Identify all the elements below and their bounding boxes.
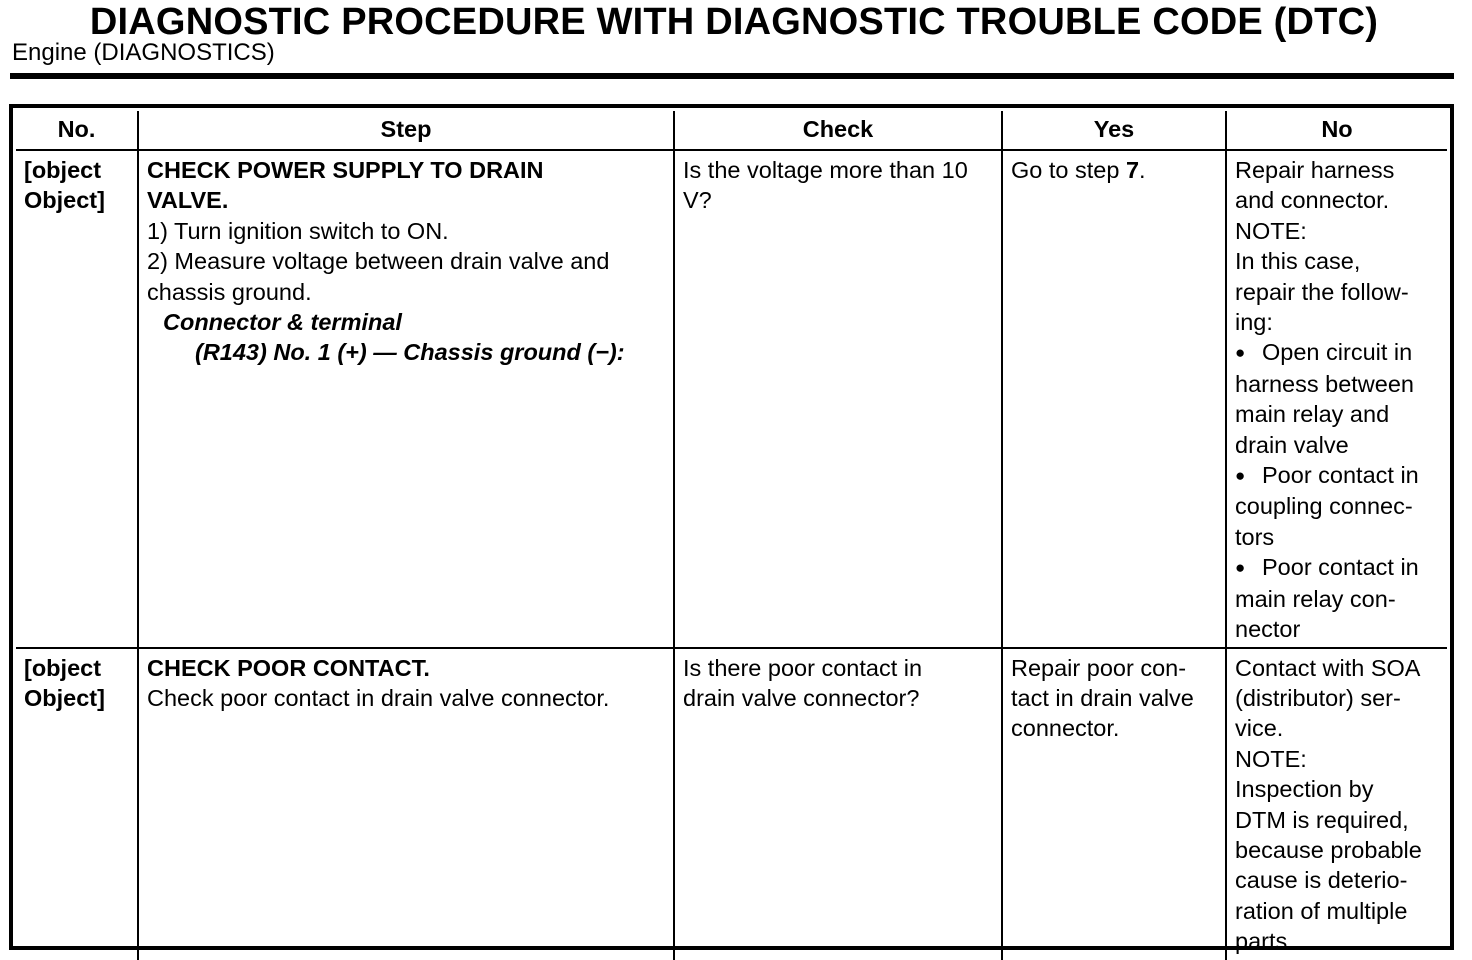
no-line: In this case, [1235,248,1361,275]
check-cell [674,150,1002,648]
bullet-item-line: tors [1235,523,1275,550]
column-header-step: Step [138,111,674,150]
no-cell [1226,150,1447,648]
no-line: and connector. [1235,187,1390,214]
step-title-line: VALVE. [147,187,229,214]
connector-detail: (R143) No. 1 (+) — Chassis ground (−): [195,339,625,366]
step-cell [138,150,674,648]
step-instruction: chassis ground. [147,278,312,305]
step-instruction: 1) Turn ignition switch to ON. [147,217,449,244]
yes-step-ref: 7 [1125,157,1140,183]
no-line: NOTE: [1235,745,1307,772]
no-cell [1226,648,1447,960]
column-header-check: Check [674,111,1002,150]
bullet-item-line: ● Open circuit in [1235,337,1441,368]
diagnostic-table-frame [9,104,1454,955]
check-cell [674,648,1002,960]
bullet-item-line: ● Poor contact in [1235,552,1441,583]
diagnostic-table [16,111,1447,960]
step-number: [object Object] [16,648,138,960]
no-line: ration of multiple [1235,897,1408,924]
check-line: drain valve connector? [683,684,920,711]
bullet-item-line: drain valve [1235,431,1349,458]
check-line: Is there poor contact in [683,654,923,681]
yes-suffix: . [1139,157,1146,183]
no-line: Repair harness [1235,157,1395,183]
no-line: DTM is required, [1235,806,1409,833]
yes-line: tact in drain valve [1011,684,1194,711]
bullet-item-line: main relay con- [1235,585,1396,612]
bullet-item-line: main relay and [1235,401,1390,428]
yes-cell [1002,648,1226,960]
yes-prefix: Go to step [1011,157,1126,183]
bullet-item-line: coupling connec- [1235,493,1413,520]
step-instruction: Check poor contact in drain valve connector. [147,684,610,711]
yes-cell [1002,150,1226,648]
no-line: repair the follow- [1235,278,1409,305]
step-cell [138,648,674,960]
no-line: NOTE: [1235,217,1307,244]
check-line: V? [683,187,712,214]
no-line: ing: [1235,309,1273,336]
column-header-no-result: No [1226,111,1447,150]
column-header-no: No. [16,111,138,150]
connector-label: Connector & terminal [163,309,402,336]
yes-line: Repair poor con- [1011,654,1187,681]
table-row [16,150,1447,648]
step-title-line: CHECK POOR CONTACT. [147,654,430,681]
table-row [16,648,1447,960]
step-title-line: CHECK POWER SUPPLY TO DRAIN [147,157,544,183]
yes-line [1011,155,1219,185]
no-line: Contact with SOA [1235,654,1421,681]
page-header [12,2,1456,66]
bullet-item-line: harness between [1235,370,1414,397]
step-number: [object Object] [16,150,138,648]
table-header-row [16,111,1447,150]
page-title: DIAGNOSTIC PROCEDURE WITH DIAGNOSTIC TROUBLE CODE (DTC) [89,1,1379,43]
no-line: (distributor) ser- [1235,684,1401,711]
column-header-yes: Yes [1002,111,1226,150]
page-subtitle: Engine (DIAGNOSTICS) [12,39,275,66]
yes-line: connector. [1011,715,1120,742]
bullet-item-line: nector [1235,616,1301,643]
title-rule [10,73,1454,79]
no-line: vice. [1235,715,1284,742]
step-instruction: 2) Measure voltage between drain valve and [147,248,610,275]
bullet-item-line: ● Poor contact in [1235,460,1441,491]
no-line: parts. [1235,928,1294,955]
no-line: because probable [1235,836,1422,863]
check-line: Is the voltage more than 10 [683,157,968,183]
no-line: cause is deterio- [1235,867,1408,894]
no-line: Inspection by [1235,776,1374,803]
